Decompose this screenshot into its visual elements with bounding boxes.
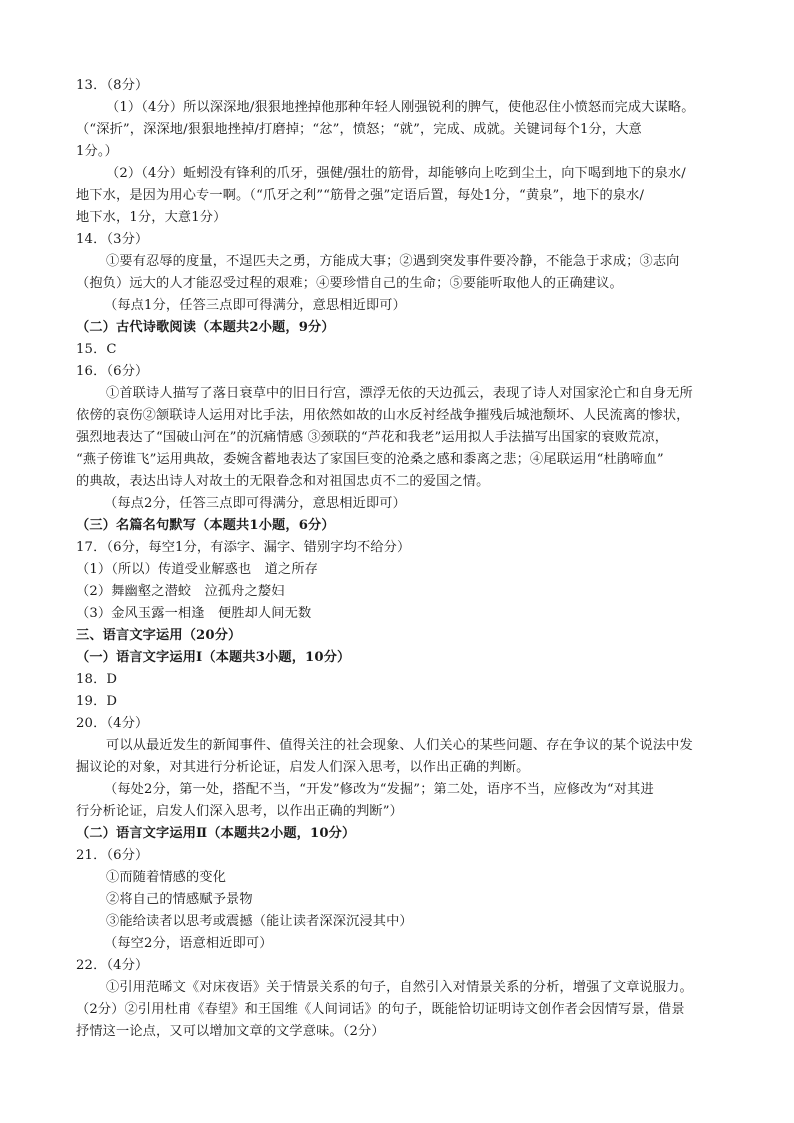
q13-part1-answer: （1）（4分）所以深深地/狠狠地挫掉他那种年轻人刚强锐利的脾气，使他忍住小愤怒而完成大谋略。 (106, 100, 695, 115)
q16-heading: 16．（6分） (76, 364, 149, 379)
q22-answer-line2: （2分）②引用杜甫《春望》和王国维《人间词话》的句子，既能恰切证明诗文创作者会因情写景，借景 (76, 1002, 685, 1017)
section-famous-lines: （三）名篇名句默写（本题共1小题，6分） (76, 518, 335, 533)
q14-scoring-note: （每点1分，任答三点即可得满分，意思相近即可） (104, 298, 406, 313)
q20-heading: 20．（4分） (76, 716, 149, 731)
q15-answer: 15．C (76, 342, 117, 357)
q21-answer-1: ①而随着情感的变化 (106, 870, 227, 885)
q19-answer: 19．D (76, 694, 118, 709)
q20-answer: 可以从最近发生的新闻事件、值得关注的社会现象、人们关心的某些问题、存在争议的某个说法中发 (106, 738, 693, 753)
q14-heading: 14．（3分） (76, 232, 149, 247)
q17-answer-1: （1）（所以）传道受业解惑也 道之所存 (76, 562, 319, 577)
q20-scoring-note-cont: 行分析论证，启发人们深入思考，以作出正确的判断”） (76, 804, 403, 819)
q13-part2-answer-cont: 地下水，是因为用心专一啊。（“爪牙之利”“筋骨之强”定语后置，每处1分，“黄泉”，地下的泉水/ (76, 188, 645, 203)
q21-scoring-note: （每空2分，语意相近即可） (104, 936, 273, 951)
q21-answer-3: ③能给读者以思考或震撼（能让读者深深沉浸其中） (106, 914, 413, 929)
q20-scoring-note: （每处2分，第一处，搭配不当，“开发”修改为“发掘”；第二处，语序不当，应修改为“对其进 (104, 782, 654, 797)
q16-answer-line3: 强烈地表达了“国破山河在”的沉痛情感 ③颈联的“芦花和我老”运用拟人手法描写出国家的衰败荒凉， (76, 430, 669, 445)
q13-part2-note-end: 地下水，1分，大意1分） (76, 210, 227, 225)
q16-scoring-note: （每点2分，任答三点即可得满分，意思相近即可） (104, 496, 406, 511)
q14-answer-cont: （抱负）远大的人才能忍受过程的艰难；④要珍惜自己的生命；⑤要能听取他人的正确建议。 (76, 276, 623, 291)
q22-heading: 22．（4分） (76, 958, 149, 973)
q16-answer-line5: 的典故，表达出诗人对故土的无限眷念和对祖国忠贞不二的爱国之情。 (76, 474, 490, 489)
section-ancient-poetry: （二）古代诗歌阅读（本题共2小题，9分） (76, 320, 335, 335)
q18-answer: 18．D (76, 672, 118, 687)
q21-heading: 21．（6分） (76, 848, 149, 863)
q13-part2-answer: （2）（4分）蚯蚓没有锋利的爪牙，强健/强壮的筋骨，却能够向上吃到尘土，向下喝到地下的泉水/ (106, 166, 686, 181)
q14-answer: ①要有忍辱的度量，不逞匹夫之勇，方能成大事；②遇到突发事件要冷静，不能急于求成；③志向 (106, 254, 680, 269)
section-language-use-2: （二）语言文字运用Ⅱ（本题共2小题，10分） (76, 826, 356, 841)
q17-answer-3: （3）金风玉露一相逢 便胜却人间无数 (76, 606, 312, 621)
q22-answer-line3: 抒情这一论点，又可以增加文章的文学意味。（2分） (76, 1024, 385, 1039)
q16-answer: ①首联诗人描写了落日衰草中的旧日行宫，漂浮无依的天边孤云，表现了诗人对国家沦亡和自身无所 (106, 386, 693, 401)
q13-heading: 13．（8分） (76, 78, 149, 93)
q17-answer-2: （2）舞幽壑之潜蛟 泣孤舟之嫠妇 (76, 584, 285, 599)
q13-part1-note: （“深折”，深深地/狠狠地挫掉/打磨掉；“忿”，愤怒；“就”，完成、成就。关键词每个1分，大意 (76, 122, 642, 137)
section-language-use-1: （一）语言文字运用Ⅰ（本题共3小题，10分） (76, 650, 351, 665)
q17-heading: 17．（6分，每空1分，有添字、漏字、错别字均不给分） (76, 540, 411, 555)
q22-answer: ①引用范晞文《对床夜语》关于情景关系的句子，自然引入对情景关系的分析，增强了文章说服力。 (106, 980, 693, 995)
q21-answer-2: ②将自己的情感赋予景物 (106, 892, 253, 907)
section-language-use: 三、语言文字运用（20分） (76, 628, 242, 643)
q16-answer-line4: “燕子傍谁飞”运用典故，委婉含蓄地表达了家国巨变的沧桑之感和黍离之悲；④尾联运用“杜鹃啼血” (76, 452, 664, 467)
q13-part1-note-end: 1分。） (76, 144, 118, 159)
q16-answer-line2: 依傍的哀伤②颔联诗人运用对比手法，用依然如故的山水反衬经战争摧残后城池颓坏、人民流离的惨状， (76, 408, 690, 423)
q20-answer-cont: 掘议论的对象，对其进行分析论证，启发人们深入思考，以作出正确的判断。 (76, 760, 530, 775)
